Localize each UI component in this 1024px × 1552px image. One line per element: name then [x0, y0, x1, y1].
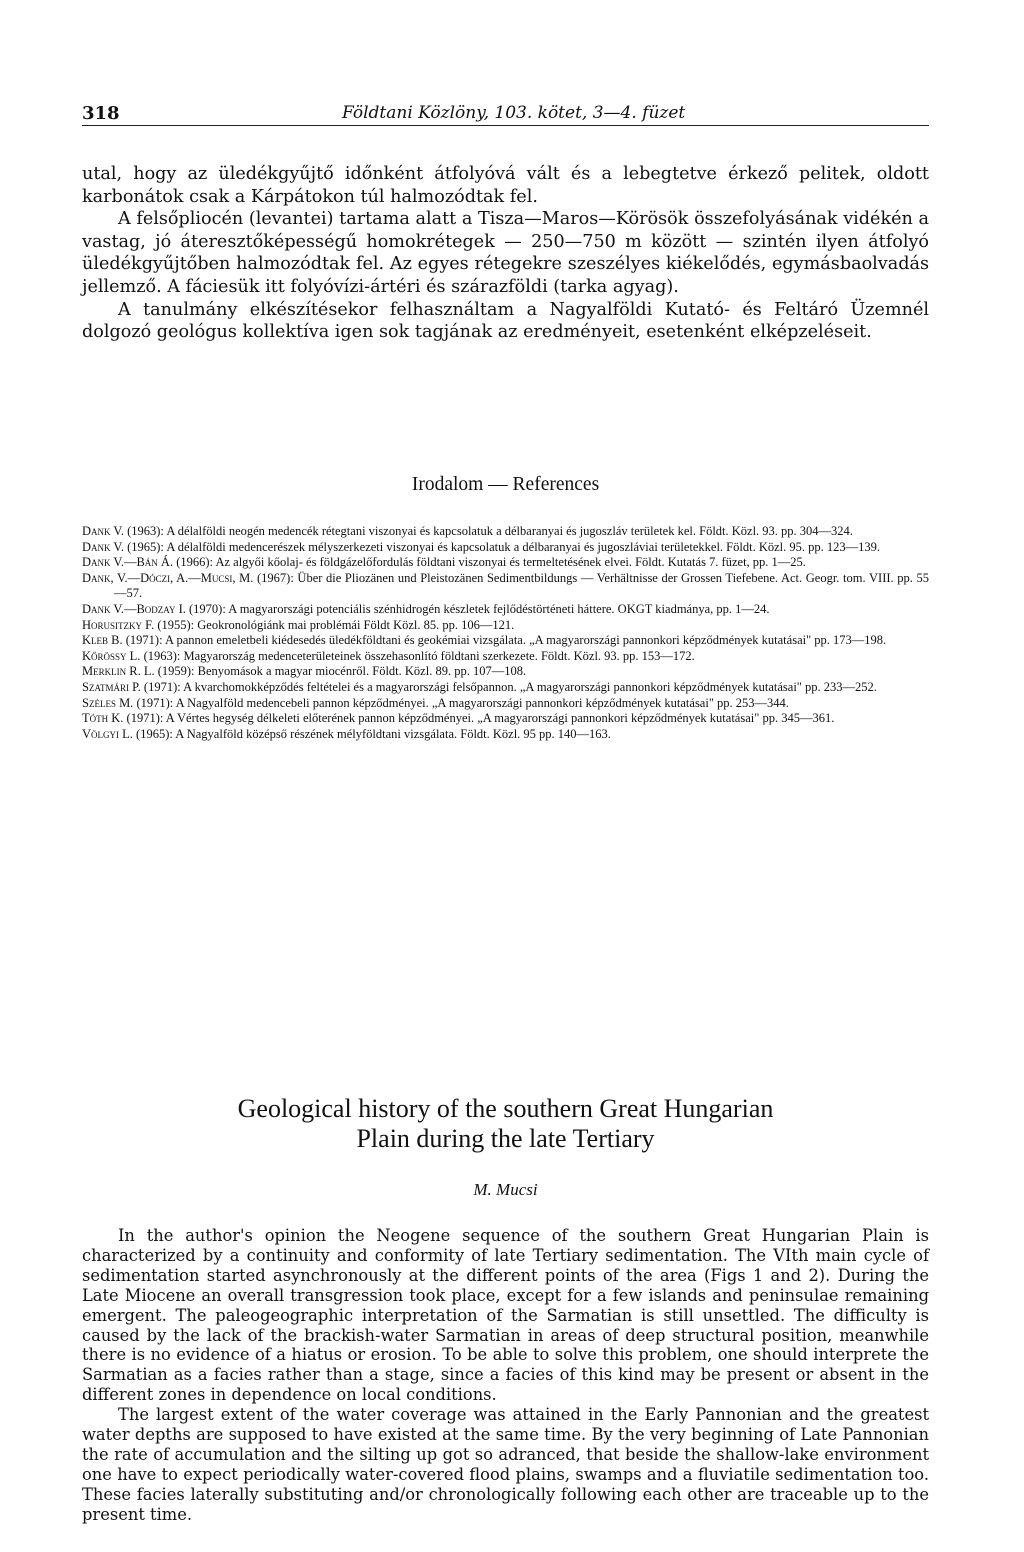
- reference-author: Tóth K.: [82, 711, 124, 726]
- reference-author: Dank, V.—Dóczi, A.—Mucsi, M.: [82, 570, 254, 585]
- reference-item: [82, 555, 929, 571]
- reference-text: (1971): A kvarchomokképződés feltételei és a magyarországi felsőpannon. „A magyarországi pannonkori képződmények kutatásai" pp. 233—252.: [140, 679, 877, 694]
- reference-text: (1967): Über die Pliozänen und Pleistozänen Sedimentbildungs — Verhältnisse der Grossen Tiefebene. Act. Geogr. tom. VIII. pp. 55—57.: [114, 570, 929, 601]
- reference-text: (1963): A délalföldi neogén medencék rétegtani viszonyai és kapcsolatuk a délbaranyai és jugoszláv területek kel. Földt. Közl. 93. pp. 304—324.: [123, 524, 853, 538]
- page-number: 318: [82, 103, 120, 124]
- reference-list: [82, 524, 929, 742]
- reference-author: Kleb B.: [82, 633, 123, 648]
- reference-item: [82, 602, 929, 618]
- reference-item: [82, 649, 929, 665]
- reference-item: [82, 633, 929, 649]
- paragraph-2: A felsőpliocén (levantei) tartama alatt a Tisza—Maros—Körösök összefolyásának vidékén a vastag, jó áteresztőképességű homokrétegek — 250—750 m között — szintén ilyen átfolyó üledékgyűjtőben halmozódtak fel. Az egyes rétegekre szeszélyes kiékelődés, egymásbaolvadás jellemző. A fáciesük itt folyóvízi-ártéri és szárazföldi (tarka agyag).: [82, 209, 929, 297]
- reference-author: Dank V.—Bodzay I.: [82, 601, 186, 616]
- reference-text: (1959): Benyomások a magyar miocénről. Földt. Közl. 89. pp. 107—108.: [154, 664, 527, 679]
- abstract-title: [82, 1094, 929, 1154]
- reference-author: Dank V.—Bán Á.: [82, 555, 174, 570]
- reference-text: (1970): A magyarországi potenciális szénhidrogén készletek fejlődéstörténeti háttere. OKGT kiadmánya, pp. 1—24.: [185, 601, 770, 616]
- abstract-paragraph-1: In the author's opinion the Neogene sequence of the southern Great Hungarian Plain is characterized by a continuity and conformity of late Tertiary sedimentation. The VIth main cycle of sedimentation started asynchronously at the different points of the area (Figs 1 and 2). During the Late Miocene an overall transgression took place, except for a few islands and peninsulae remaining emergent. The paleogeographic interpretation of the Sarmatian is still unsettled. The difficulty is caused by the lack of the brackish-water Sarmatian in areas of deep structural position, meanwhile there is no evidence of a hiatus or erosion. To be able to solve this problem, one should interprete the Sarmatian as a facies rather than a stage, since a facies of this kind may be present or absent in the different zones in dependence on local conditions.: [82, 1226, 929, 1405]
- reference-author: Dank V.: [82, 524, 124, 538]
- abstract-title-line-2: Plain during the late Tertiary: [356, 1124, 655, 1153]
- reference-item: [82, 711, 929, 727]
- running-title: Földtani Közlöny, 103. kötet, 3—4. füzet: [342, 103, 686, 123]
- paragraph-3: A tanulmány elkészítésekor felhasználtam a Nagyalföldi Kutató- és Feltáró Üzemnél dolgozó geológus kollektíva igen sok tagjának az eredményeit, esetenként elképzeléseit.: [82, 299, 929, 343]
- reference-author: Kőrössy L.: [82, 648, 141, 663]
- reference-author: Völgyi L.: [82, 726, 133, 741]
- reference-item: [82, 540, 929, 556]
- abstract-paragraph-2: The largest extent of the water coverage was attained in the Early Pannonian and the greatest water depths are supposed to have existed at the same time. By the very beginning of Late Pannonian the rate of accumulation and the silting up got so adranced, that beside the shallow-lake environment one have to expect periodically water-covered flood plains, swamps and a fluviatile sedimentation too. These facies laterally substituting and/or chronologically following each other are traceable up to the present time.: [82, 1405, 929, 1524]
- body-text: [82, 163, 929, 344]
- reference-text: (1966): Az algyői kőolaj- és földgázelőfordulás földtani viszonyai és termeltetésének elvei. Földt. Kutatás 7. füzet, pp. 1—25.: [173, 555, 806, 570]
- reference-item: [82, 524, 929, 540]
- reference-text: (1965): A délalföldi medencerészek mélyszerkezeti viszonyai és kapcsolatuk a délbaranyai és jugoszláviai területekkel. Földt. Közl. 95. pp. 123—139.: [123, 539, 880, 554]
- reference-author: Dank V.: [82, 539, 124, 554]
- reference-text: (1965): A Nagyalföld középső részének mélyföldtani vizsgálata. Földt. Közl. 95 pp. 140—163.: [132, 726, 611, 741]
- references-heading: Irodalom — References: [411, 474, 600, 495]
- reference-text: (1963): Magyarország medenceterületeinek összehasonlító földtani szerkezete. Földt. Közl. 93. pp. 153—172.: [140, 648, 695, 663]
- reference-item: [82, 571, 929, 602]
- reference-text: (1971): A pannon emeletbeli kiédesedés üledékföldtani és geokémiai vizsgálata. „A magyarországi pannonkori képződmények kutatásai" pp. 173—198.: [122, 633, 887, 648]
- reference-author: Széles M.: [82, 695, 134, 710]
- abstract-text: [82, 1226, 929, 1525]
- reference-text: (1971): A Vértes hegység délkeleti előterének pannon képződményei. „A magyarországi pannonkori képződmények kutatásai" pp. 345—361.: [123, 711, 835, 726]
- reference-item: [82, 680, 929, 696]
- reference-author: Merklin R. L.: [82, 664, 155, 679]
- reference-item: [82, 618, 929, 634]
- reference-item: [82, 727, 929, 743]
- paragraph-1: utal, hogy az üledékgyűjtő időnként átfolyóvá vált és a lebegtetve érkező pelitek, oldott karbonátok csak a Kárpátokon túl halmozódtak fel.: [82, 164, 929, 207]
- reference-author: Szatmári P.: [82, 679, 141, 694]
- abstract-author: M. Mucsi: [473, 1180, 538, 1199]
- reference-text: (1971): A Nagyalföld medencebeli pannon képződményei. „A magyarországi pannonkori képződmények kutatásai" pp. 253—344.: [133, 695, 789, 710]
- reference-item: [82, 696, 929, 712]
- reference-author: Horusitzky F.: [82, 617, 155, 632]
- abstract-title-line-1: Geological history of the southern Great Hungarian: [237, 1094, 774, 1123]
- page-header: [82, 103, 929, 126]
- reference-item: [82, 664, 929, 680]
- reference-text: (1955): Geokronológiánk mai problémái Földt Közl. 85. pp. 106—121.: [154, 617, 515, 632]
